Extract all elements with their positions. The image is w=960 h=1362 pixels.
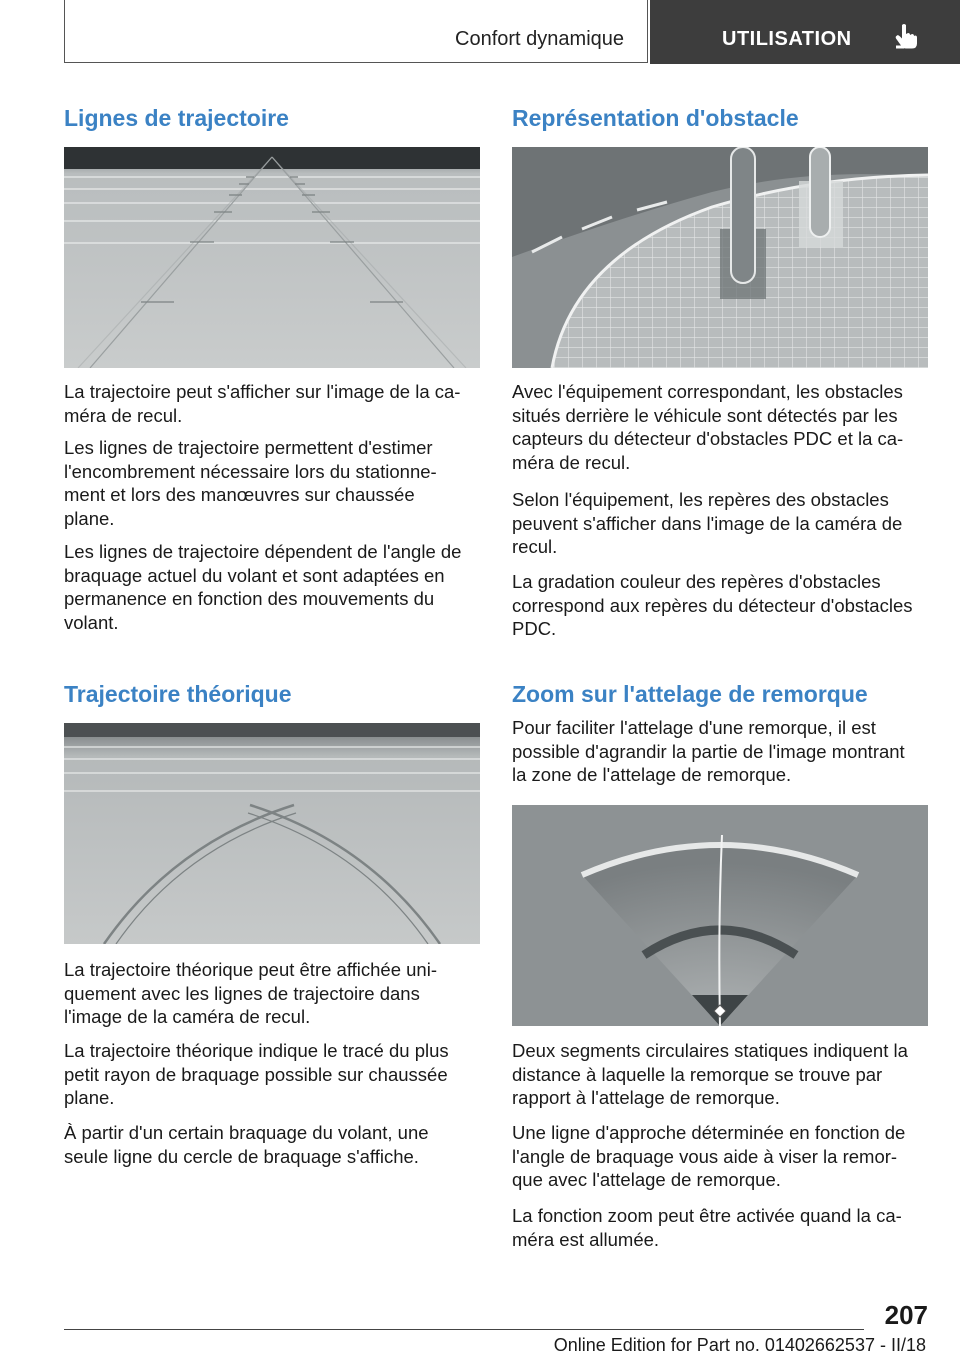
header-chapter-label: UTILISATION <box>722 28 852 50</box>
footer-divider <box>64 1329 864 1330</box>
paragraph-left-2: Les lignes de trajectoire permettent d'estimer l'encombrement nécessaire lors du stationne- ment et lors des manœuvres sur chaussée plane. <box>64 437 437 529</box>
paragraph-right-1: Avec l'équipement correspondant, les obstacles situés derrière le véhicule sont détectés par les capteurs du détecteur d'obstacles PDC et la ca- méra de recul. <box>512 381 904 473</box>
hand-pointer-icon <box>891 21 921 51</box>
paragraph-right-4: Pour faciliter l'attelage d'une remorque, il est possible d'agrandir la partie de l'image montrant la zone de l'attelage de remorque. <box>512 717 905 785</box>
figure-trajectory-lines <box>64 147 480 368</box>
paragraph-left-6: À partir d'un certain braquage du volant, une seule ligne du cercle de braquage s'affiche. <box>64 1122 429 1167</box>
header-section-title: Confort dynamique <box>455 28 624 50</box>
paragraph-left-4: La trajectoire théorique peut être affichée uni- quement avec les lignes de trajectoire dans l'image de la caméra de recul. <box>64 959 437 1027</box>
paragraph-left-3: Les lignes de trajectoire dépendent de l'angle de braquage actuel du volant et sont adaptées en permanence en fonction des mouvements du volant. <box>64 541 462 633</box>
figure-obstacle-representation <box>512 147 928 368</box>
figure-trailer-hitch-zoom <box>512 805 928 1026</box>
paragraph-right-6: Une ligne d'approche déterminée en fonction de l'angle de braquage vous aide à viser la remor- que avec l'attelage de remorque. <box>512 1122 906 1190</box>
page-header <box>0 0 960 64</box>
paragraph-left-5: La trajectoire théorique indique le tracé du plus petit rayon de braquage possible sur chaussée plane. <box>64 1040 449 1108</box>
heading-trajectoire-theorique: Trajectoire théorique <box>64 681 292 707</box>
figure-theoretical-trajectory <box>64 723 480 944</box>
paragraph-right-3: La gradation couleur des repères d'obstacles correspond aux repères du détecteur d'obstacles PDC. <box>512 571 913 639</box>
paragraph-right-7: La fonction zoom peut être activée quand la ca- méra est allumée. <box>512 1205 902 1250</box>
heading-representation-obstacle: Représentation d'obstacle <box>512 105 799 131</box>
paragraph-left-1: La trajectoire peut s'afficher sur l'image de la ca- méra de recul. <box>64 381 461 426</box>
heading-lignes-trajectoire: Lignes de trajectoire <box>64 105 289 131</box>
header-chapter-tab <box>650 0 960 64</box>
paragraph-right-2: Selon l'équipement, les repères des obstacles peuvent s'afficher dans l'image de la caméra de recul. <box>512 489 903 557</box>
footer-edition: Online Edition for Part no. 01402662537 - II/18 <box>553 1335 926 1355</box>
paragraph-right-5: Deux segments circulaires statiques indiquent la distance à laquelle la remorque se trouve par rapport à l'attelage de remorque. <box>512 1040 908 1108</box>
page-number: 207 <box>884 1300 928 1330</box>
heading-zoom-attelage: Zoom sur l'attelage de remorque <box>512 681 868 707</box>
